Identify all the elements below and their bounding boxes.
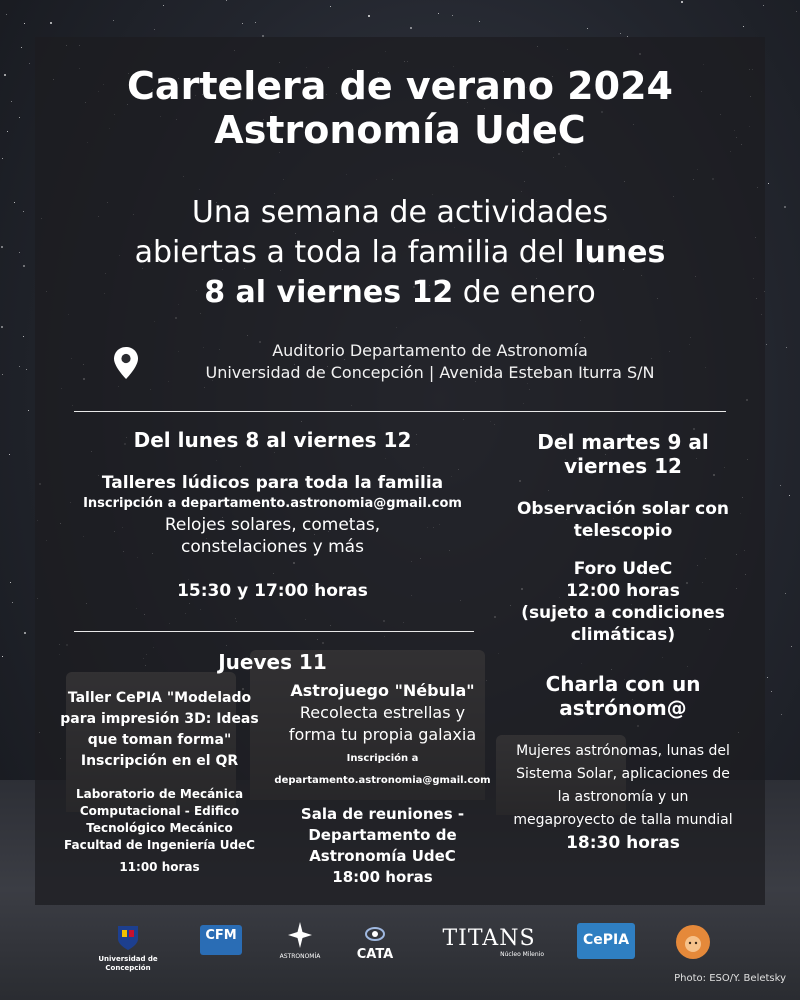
solar-obs-2: telescopio [573, 521, 673, 541]
subtitle-line-2 [35, 233, 765, 273]
solar-heading-2: viernes 12 [564, 454, 682, 478]
subtitle-line-3-bold: 8 al viernes 12 [204, 275, 454, 310]
workshops-section [70, 428, 475, 602]
subtitle-line-3-text: de enero [453, 275, 596, 310]
cfm-logo-text: CFM [205, 928, 237, 943]
nebula-time: 18:00 horas [332, 868, 433, 886]
star [163, 5, 164, 6]
star [1, 246, 3, 248]
star [255, 22, 256, 23]
cata-logo [352, 925, 398, 962]
subtitle [35, 193, 765, 313]
cepia-time: 11:00 horas [119, 860, 200, 874]
star [789, 495, 790, 496]
star [154, 29, 155, 30]
cata-logo-text: CATA [356, 947, 394, 962]
star [113, 20, 114, 21]
astronomer-talk-details [488, 740, 758, 854]
workshops-desc-1: Relojes solares, cometas, [164, 515, 381, 535]
titans-logo-subtext: Núcleo Milenio [500, 951, 544, 958]
star [23, 265, 25, 267]
star [242, 23, 243, 24]
workshops-time: 15:30 y 17:00 horas [177, 581, 368, 601]
star [2, 158, 3, 159]
cepia-place-3: Tecnológico Mecánico [86, 821, 233, 835]
thursday-heading: Jueves 11 [218, 650, 327, 674]
star [620, 33, 621, 34]
workshops-heading: Del lunes 8 al viernes 12 [133, 428, 412, 452]
star [479, 21, 480, 22]
talk-desc-4: megaproyecto de talla mundial [513, 812, 733, 828]
star [6, 14, 7, 15]
star [7, 131, 8, 132]
talk-desc-3: la astronomía y un [557, 789, 689, 805]
nebula-desc-2: forma tu propia galaxia [288, 725, 477, 744]
star [768, 183, 769, 184]
cepia-workshop [52, 688, 267, 876]
astronomia-logo-text: ASTRONOMÍA [279, 953, 321, 960]
venue-line-1: Auditorio Departamento de Astronomía [272, 341, 588, 360]
star [2, 656, 3, 657]
star [785, 593, 786, 594]
subtitle-line-3 [35, 273, 765, 313]
nebula-title: Astrojuego "Nébula" [290, 681, 475, 700]
solar-time: 12:00 horas [566, 581, 680, 601]
star [410, 27, 412, 29]
cepia-line-3: que toman forma" [87, 732, 232, 748]
nebula-signup-email: departamento.astronomia@gmail.com [274, 775, 491, 786]
star [11, 101, 12, 102]
star [21, 47, 22, 48]
star [4, 74, 6, 76]
star [330, 6, 331, 7]
star [452, 15, 453, 16]
cepia-place-2: Computacional - Edifico [79, 804, 240, 818]
subtitle-line-1: Una semana de actividades [191, 195, 609, 230]
star [368, 15, 370, 17]
solar-condition-2: climáticas) [570, 625, 676, 645]
star [681, 1, 683, 3]
solar-heading-1: Del martes 9 al [537, 430, 709, 454]
workshops-title: Talleres lúdicos para toda la familia [101, 473, 444, 493]
talk-time: 18:30 horas [566, 833, 680, 853]
nebula-game [270, 680, 495, 888]
star [781, 714, 782, 715]
nebula-place-3: Astronomía UdeC [309, 847, 456, 865]
nebula-place-2: Departamento de [308, 826, 457, 844]
star-icon [287, 921, 313, 949]
star [23, 336, 24, 337]
star [226, 0, 227, 1]
star [10, 582, 11, 583]
cepia-line-1: Taller CePIA "Modelado [67, 690, 252, 706]
nebula-place-1: Sala de reuniones - [300, 805, 465, 823]
star [28, 410, 29, 411]
star [29, 63, 30, 64]
title-line-1: Cartelera de verano 2024 [127, 64, 673, 108]
solar-obs-1: Observación solar con [516, 499, 730, 519]
star [771, 691, 772, 692]
star [2, 374, 3, 375]
star [23, 211, 24, 212]
star [780, 485, 781, 486]
star [767, 677, 768, 678]
star [587, 28, 588, 29]
workshops-desc-2: constelaciones y más [181, 537, 364, 557]
star [766, 344, 767, 345]
subtitle-line-2-text: abiertas a toda la familia del [134, 235, 575, 270]
star [438, 13, 439, 14]
udec-logo [88, 925, 168, 973]
cepia-place-4: Facultad de Ingeniería UdeC [64, 838, 255, 852]
star [19, 252, 20, 253]
solar-observation-section [488, 430, 758, 646]
star [784, 206, 786, 208]
star [791, 646, 792, 647]
cepia-logo-text: CePIA [582, 932, 630, 948]
venue-line-2: Universidad de Concepción | Avenida Esteban Iturra S/N [205, 363, 655, 382]
venue-address [150, 340, 710, 384]
star [19, 117, 20, 118]
astronomer-talk-section [488, 672, 758, 720]
solar-place: Foro UdeC [573, 559, 673, 579]
star [743, 26, 744, 27]
star [796, 11, 797, 12]
star [26, 369, 27, 370]
star [12, 602, 13, 603]
divider [74, 411, 726, 412]
star [763, 5, 764, 6]
star [9, 454, 10, 455]
titans-logo [434, 927, 544, 959]
talk-heading-2: astrónom@ [559, 696, 687, 720]
location-pin-icon [112, 346, 140, 380]
cata-orbit-icon [364, 925, 386, 943]
star [24, 632, 26, 634]
talk-heading-1: Charla con un [545, 672, 701, 696]
divider [74, 631, 474, 632]
cepia-logo [577, 923, 635, 959]
orange-badge-logo [676, 925, 710, 959]
udec-logo-text: Universidad de Concepción [98, 955, 158, 972]
cfm-logo [200, 925, 242, 955]
titans-logo-text: TITANS [442, 926, 536, 951]
solar-condition-1: (sujeto a condiciones [521, 603, 725, 623]
title-line-2: Astronomía UdeC [214, 108, 586, 152]
talk-desc-1: Mujeres astrónomas, lunas del [516, 743, 730, 759]
cepia-line-4: Inscripción en el QR [80, 753, 239, 769]
photo-credit: Photo: ESO/Y. Beletsky [674, 973, 786, 984]
star [1, 326, 3, 328]
workshops-signup: Inscripción a departamento.astronomia@gmail.com [83, 496, 462, 511]
udec-shield-icon [117, 925, 139, 951]
star [786, 347, 787, 348]
star [50, 22, 52, 24]
nebula-desc-1: Recolecta estrellas y [299, 703, 466, 722]
star [14, 202, 15, 203]
cepia-line-2: para impresión 3D: Ideas [60, 711, 259, 727]
astronomia-logo [276, 921, 324, 961]
star [19, 366, 20, 367]
page-title [35, 64, 765, 152]
nebula-signup-label: Inscripción a [346, 753, 419, 764]
kid-face-icon [676, 925, 710, 959]
talk-desc-2: Sistema Solar, aplicaciones de [516, 766, 730, 782]
subtitle-line-2-bold: lunes [574, 235, 666, 270]
cepia-place-1: Laboratorio de Mecánica [75, 787, 244, 801]
star [24, 23, 25, 24]
